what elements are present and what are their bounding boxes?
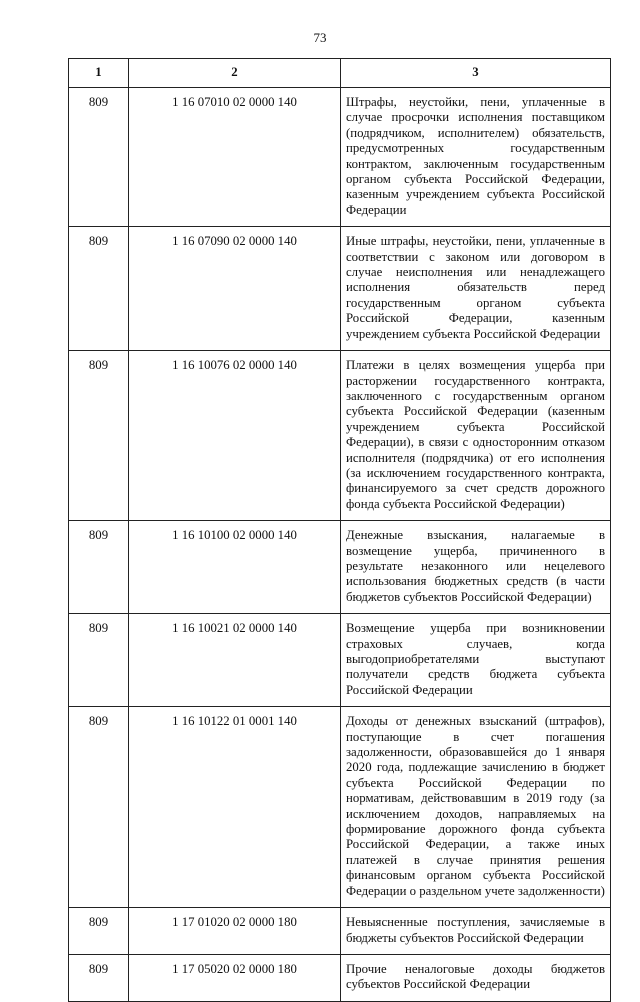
admin-code-cell: 809	[69, 908, 129, 955]
column-header-1: 1	[69, 59, 129, 88]
table-row	[69, 88, 611, 227]
column-header-2: 2	[129, 59, 341, 88]
table-header-row	[69, 59, 611, 88]
admin-code-cell: 809	[69, 707, 129, 908]
description-cell: Прочие неналоговые доходы бюджетов субъектов Российской Федерации	[341, 954, 611, 1001]
description-cell: Иные штрафы, неустойки, пени, уплаченные в соответствии с законом или договором в случае неисполнения или ненадлежащего исполнения обязательств перед государственным органом субъекта Российской Федерации, казенным учреждением субъекта Российской Федерации	[341, 227, 611, 351]
description-cell: Штрафы, неустойки, пени, уплаченные в случае просрочки исполнения поставщиком (подрядчиком, исполнителем) обязательств, предусмотренных государственным контрактом, заключенным государственным органом субъекта Российской Федерации, казенным учреждением субъекта Российской Федерации	[341, 88, 611, 227]
budget-code-cell: 1 16 07090 02 0000 140	[129, 227, 341, 351]
table-row	[69, 908, 611, 955]
admin-code-cell: 809	[69, 351, 129, 521]
table-row	[69, 614, 611, 707]
description-cell: Невыясненные поступления, зачисляемые в бюджеты субъектов Российской Федерации	[341, 908, 611, 955]
admin-code-cell: 809	[69, 88, 129, 227]
table-row	[69, 521, 611, 614]
table-row	[69, 227, 611, 351]
budget-code-cell: 1 16 07010 02 0000 140	[129, 88, 341, 227]
admin-code-cell: 809	[69, 227, 129, 351]
budget-code-cell: 1 16 10100 02 0000 140	[129, 521, 341, 614]
description-cell: Платежи в целях возмещения ущерба при расторжении государственного контракта, заключенного с государственным органом субъекта Российской Федерации (казенным учреждением субъекта Российской Федерации), в связи с односторонним отказом исполнителя (подрядчика) от его исполнения (за исключением государственного контракта, финансируемого за счет средств дорожного фонда субъекта Российской Федерации)	[341, 351, 611, 521]
budget-code-cell: 1 17 05020 02 0000 180	[129, 954, 341, 1001]
budget-code-cell: 1 17 01020 02 0000 180	[129, 908, 341, 955]
admin-code-cell: 809	[69, 954, 129, 1001]
budget-code-cell: 1 16 10076 02 0000 140	[129, 351, 341, 521]
budget-code-cell: 1 16 10021 02 0000 140	[129, 614, 341, 707]
table-row	[69, 707, 611, 908]
table-row	[69, 954, 611, 1001]
admin-code-cell: 809	[69, 614, 129, 707]
description-cell: Доходы от денежных взысканий (штрафов), поступающие в счет погашения задолженности, образовавшейся до 1 января 2020 года, подлежащие зачислению в бюджет субъекта Российской Федерации по нормативам, действовавшим в 2019 году (за исключением доходов, направляемых на формирование дорожного фонда субъекта Российской Федерации, а также иных платежей в случае принятия решения финансовым органом субъекта Российской Федерации о раздельном учете задолженности)	[341, 707, 611, 908]
description-cell: Денежные взыскания, налагаемые в возмещение ущерба, причиненного в результате незаконного или нецелевого использования бюджетных средств (в части бюджетов субъектов Российской Федерации)	[341, 521, 611, 614]
description-cell: Возмещение ущерба при возникновении страховых случаев, когда выгодоприобретателями выступают получатели средств бюджета субъекта Российской Федерации	[341, 614, 611, 707]
budget-code-cell: 1 16 10122 01 0001 140	[129, 707, 341, 908]
table-row	[69, 351, 611, 521]
page-number: 73	[313, 30, 327, 45]
admin-code-cell: 809	[69, 521, 129, 614]
income-codes-table	[68, 58, 611, 1002]
column-header-3: 3	[341, 59, 611, 88]
